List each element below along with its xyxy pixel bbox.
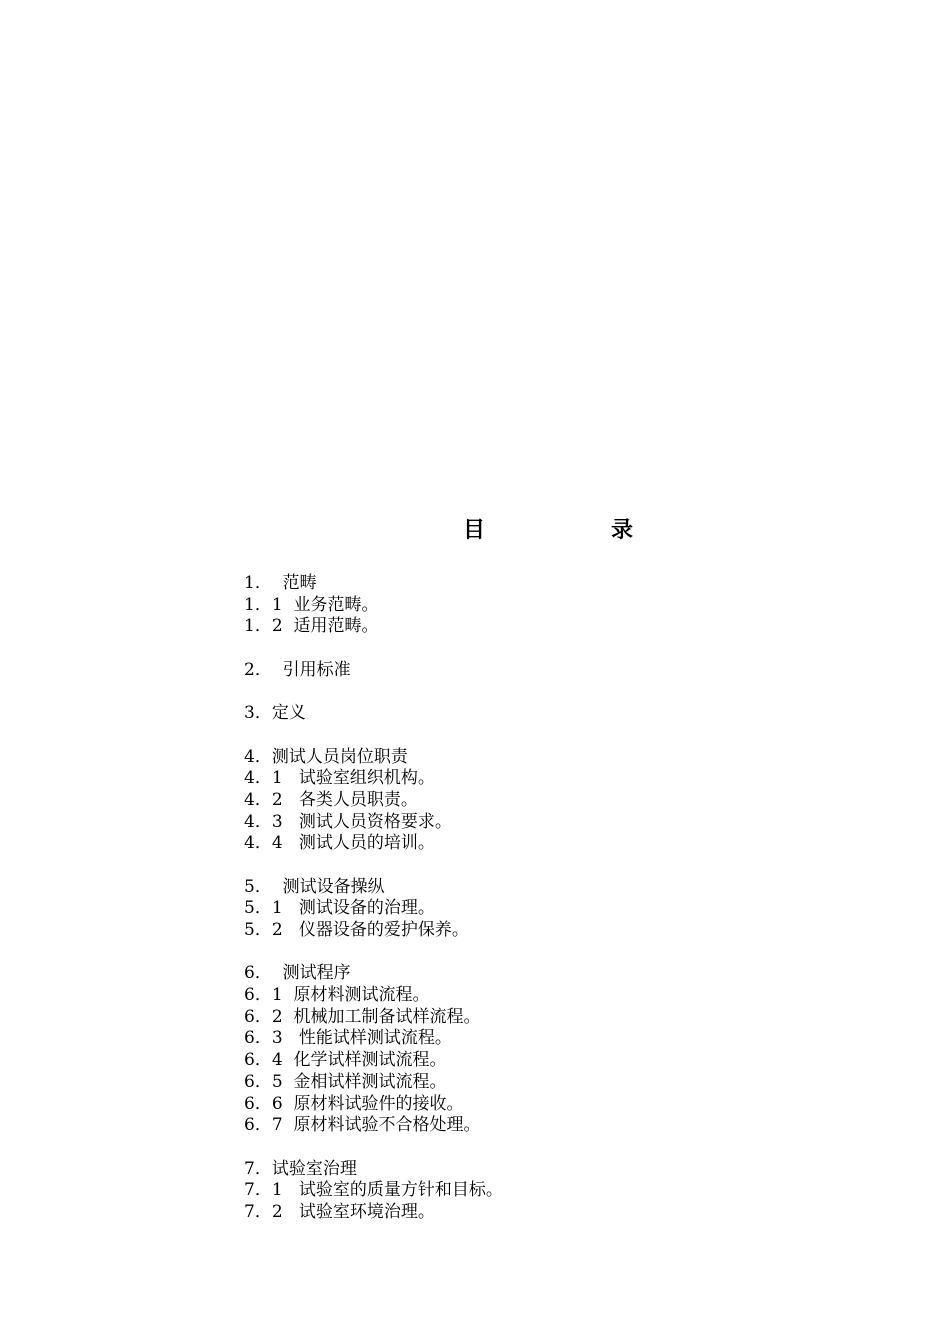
toc-section bbox=[244, 573, 804, 638]
toc-section bbox=[244, 747, 804, 855]
toc-section-heading: 5． 测试设备操纵 bbox=[244, 876, 385, 897]
toc-subsection-item: 7．2 试验室环境治理。 bbox=[244, 1201, 435, 1222]
toc-subsection-item: 5．1 测试设备的治理。 bbox=[244, 898, 435, 919]
toc-subsection-item: 6．1 原材料测试流程。 bbox=[244, 985, 430, 1006]
toc-title-char-1: 目 bbox=[463, 518, 486, 543]
toc-subsection-item: 6．3 性能试样测试流程。 bbox=[244, 1028, 452, 1049]
table-of-contents bbox=[244, 573, 804, 1245]
toc-subsection-item: 6．2 机械加工制备试样流程。 bbox=[244, 1006, 481, 1027]
toc-section-heading: 6． 测试程序 bbox=[244, 963, 351, 984]
toc-section-heading: 3．定义 bbox=[244, 703, 306, 724]
toc-subsection-item: 7．1 试验室的质量方针和目标。 bbox=[244, 1180, 503, 1201]
toc-section bbox=[244, 660, 804, 682]
toc-section-heading: 7．试验室治理 bbox=[244, 1158, 357, 1179]
toc-title bbox=[463, 516, 633, 546]
toc-subsection-item: 5．2 仪器设备的爱护保养。 bbox=[244, 920, 469, 940]
toc-subsection-item: 6．5 金相试样测试流程。 bbox=[244, 1071, 447, 1092]
toc-section bbox=[244, 703, 804, 725]
toc-section-heading: 1． 范畴 bbox=[244, 573, 317, 593]
toc-subsection-item: 4．4 测试人员的培训。 bbox=[244, 833, 435, 854]
toc-section bbox=[244, 963, 804, 1137]
toc-subsection-item: 4．3 测试人员资格要求。 bbox=[244, 811, 452, 832]
toc-subsection-item: 1．1 业务范畴。 bbox=[244, 594, 379, 615]
toc-subsection-item: 4．1 试验室组织机构。 bbox=[244, 768, 435, 789]
toc-section bbox=[244, 877, 804, 942]
toc-section bbox=[244, 1159, 804, 1224]
toc-subsection-item: 6．6 原材料试验件的接收。 bbox=[244, 1093, 464, 1114]
toc-subsection-item: 1．2 适用范畴。 bbox=[244, 616, 379, 637]
toc-section-heading: 4．测试人员岗位职责 bbox=[244, 746, 408, 767]
toc-subsection-item: 6．7 原材料试验不合格处理。 bbox=[244, 1115, 481, 1136]
toc-section-heading: 2． 引用标准 bbox=[244, 659, 351, 680]
toc-title-char-2: 录 bbox=[610, 518, 633, 543]
toc-subsection-item: 4．2 各类人员职责。 bbox=[244, 789, 418, 810]
toc-subsection-item: 6．4 化学试样测试流程。 bbox=[244, 1050, 447, 1071]
